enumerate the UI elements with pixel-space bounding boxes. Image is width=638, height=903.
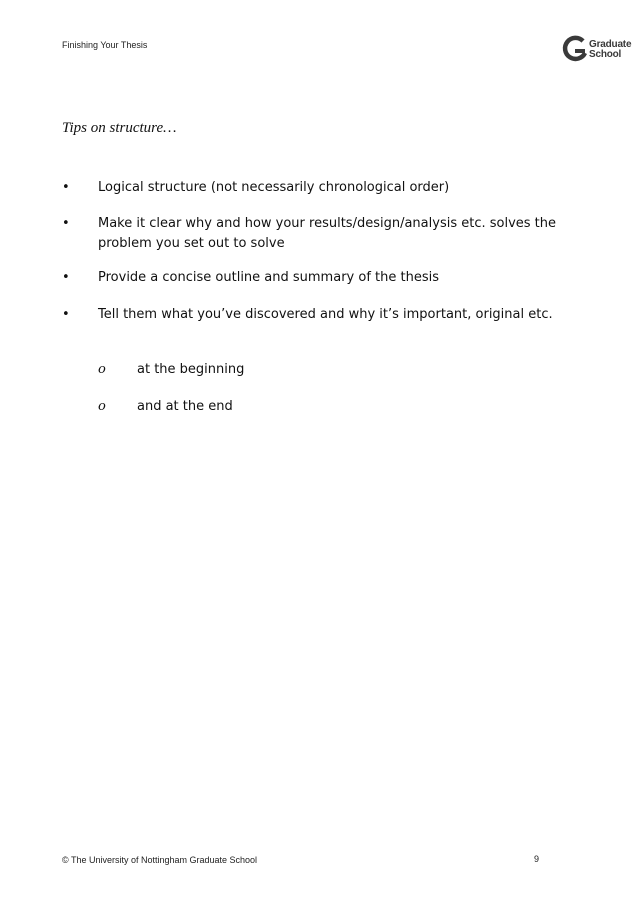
logo-text-school: School: [589, 49, 622, 60]
list-item: Make it clear why and how your results/design/analysis etc. solves the problem you set out to solve: [98, 216, 557, 251]
graduate-school-logo: [562, 35, 638, 65]
list-item: Tell them what you’ve discovered and why it’s important, original etc.: [98, 307, 553, 322]
sub-bullet-marker: o: [98, 362, 106, 377]
bullet-marker: •: [62, 307, 70, 322]
list-item: Logical structure (not necessarily chronological order): [98, 180, 450, 195]
section-heading: Tips on structure…: [62, 120, 177, 136]
sub-list-item: at the beginning: [137, 362, 245, 377]
logo-text-graduate: Graduate: [589, 39, 632, 50]
page-number: 9: [534, 854, 540, 864]
sub-bullet-marker: o: [98, 399, 106, 414]
footer-copyright: © The University of Nottingham Graduate School: [62, 855, 258, 865]
graduate-school-g-logo-icon: [562, 35, 588, 63]
running-header-title: Finishing Your Thesis: [62, 40, 148, 50]
list-item: Provide a concise outline and summary of the thesis: [98, 270, 439, 285]
sub-list-item: and at the end: [137, 399, 233, 414]
bullet-marker: •: [62, 270, 70, 285]
bullet-marker: •: [62, 216, 70, 231]
bullet-marker: •: [62, 180, 70, 195]
